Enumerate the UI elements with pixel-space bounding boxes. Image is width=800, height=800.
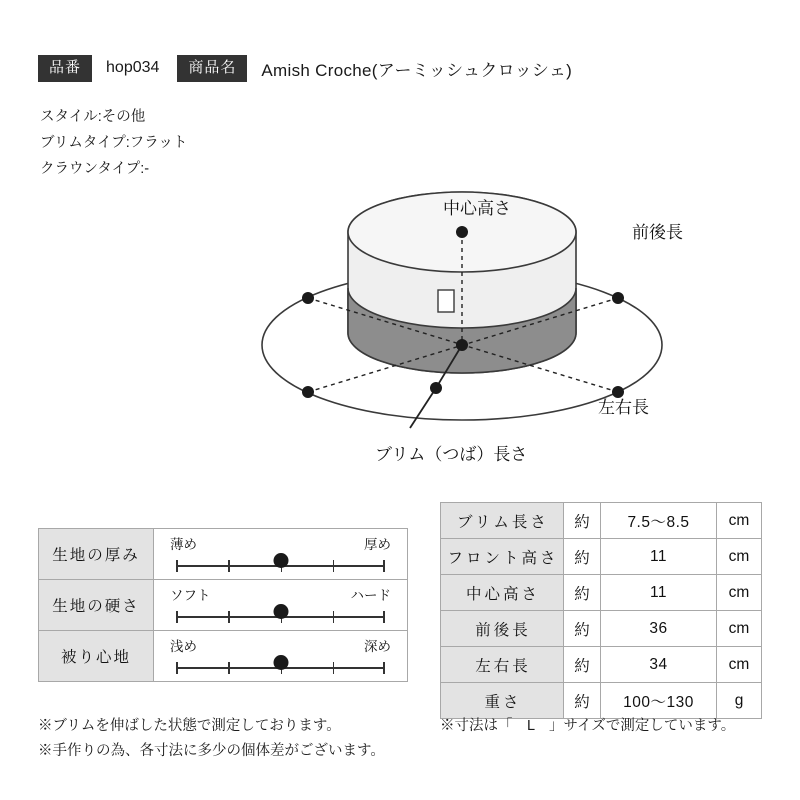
feel-scale-ends-thickness xyxy=(154,533,407,553)
feel-axis-tick xyxy=(176,560,178,572)
measurement-approx: 約 xyxy=(564,611,601,647)
measurement-unit: cm xyxy=(717,503,762,539)
feel-scale-ends-firmness xyxy=(154,584,407,604)
feel-left-end-fit: 浅め xyxy=(170,639,197,654)
band-buckle xyxy=(438,290,454,312)
measurement-value: 36 xyxy=(601,611,717,647)
feel-axis-tick xyxy=(383,560,385,572)
measurement-approx: 約 xyxy=(564,575,601,611)
feel-dot-firmness xyxy=(273,604,288,619)
measurement-value: 100〜130 xyxy=(601,683,717,719)
hat-diagram xyxy=(200,170,760,480)
feel-axis-tick xyxy=(228,611,230,623)
measurement-name: ブリム長さ xyxy=(441,503,564,539)
measurement-approx: 約 xyxy=(564,539,601,575)
product-header xyxy=(38,54,590,82)
dot-front-back-left xyxy=(302,292,314,304)
measurement-unit: cm xyxy=(717,611,762,647)
measurement-value: 7.5〜8.5 xyxy=(601,503,717,539)
table-row xyxy=(441,575,762,611)
measurement-value: 11 xyxy=(601,575,717,611)
feel-right-end-fit: 深め xyxy=(364,639,391,654)
feel-label-fit: 被り心地 xyxy=(39,631,154,682)
measurement-unit: cm xyxy=(717,575,762,611)
feel-axis-tick xyxy=(176,662,178,674)
table-row xyxy=(441,611,762,647)
feel-axis-tick xyxy=(333,662,335,674)
measurement-value: 11 xyxy=(601,539,717,575)
spec-crown-type: クラウンタイプ:- xyxy=(40,161,150,177)
feel-table xyxy=(38,528,408,682)
feel-axis-tick xyxy=(383,662,385,674)
feel-axis-tick xyxy=(228,662,230,674)
label-left-right-length: 左右長 xyxy=(598,398,649,417)
note-brim-stretched: ※ブリムを伸ばした状態で測定しております。 xyxy=(38,718,341,734)
dot-center-bottom xyxy=(456,339,468,351)
dot-center-top xyxy=(456,226,468,238)
feel-axis-tick xyxy=(176,611,178,623)
measurement-unit: cm xyxy=(717,539,762,575)
measurement-unit: g xyxy=(717,683,762,719)
feel-scale-thickness xyxy=(154,529,408,580)
note-handmade-variance: ※手作りの為、各寸法に多少の個体差がございます。 xyxy=(38,743,385,759)
feel-scale-firmness xyxy=(154,580,408,631)
feel-row-firmness xyxy=(39,580,408,631)
feel-left-end-firmness: ソフト xyxy=(170,588,211,603)
measurement-table xyxy=(440,502,762,719)
feel-label-firmness: 生地の硬さ xyxy=(39,580,154,631)
feel-scale-fit xyxy=(154,631,408,682)
feel-row-thickness xyxy=(39,529,408,580)
feel-dot-fit xyxy=(273,655,288,670)
feel-dot-thickness xyxy=(273,553,288,568)
spec-brim-type: ブリムタイプ:フラット xyxy=(40,135,188,151)
notes-right xyxy=(440,714,735,735)
feel-left-end-thickness: 薄め xyxy=(170,537,197,552)
product-code-value: hop034 xyxy=(106,59,160,76)
measurement-value: 34 xyxy=(601,647,717,683)
table-row xyxy=(441,647,762,683)
feel-scale-ends-fit xyxy=(154,635,407,655)
label-center-height: 中心高さ xyxy=(443,199,511,218)
measurement-name: 前後長 xyxy=(441,611,564,647)
measurement-unit: cm xyxy=(717,647,762,683)
measurement-name: 中心高さ xyxy=(441,575,564,611)
feel-axis-tick xyxy=(333,560,335,572)
feel-label-thickness: 生地の厚み xyxy=(39,529,154,580)
notes-left xyxy=(38,714,385,764)
label-brim-length: ブリム（つば）長さ xyxy=(375,445,528,464)
product-code-label: 品番 xyxy=(38,55,92,82)
feel-row-fit xyxy=(39,631,408,682)
feel-axis-tick xyxy=(228,560,230,572)
product-name-label: 商品名 xyxy=(177,55,247,82)
note-size-measured: ※寸法は「 L 」サイズで測定しています。 xyxy=(440,718,736,734)
dot-left-right-left xyxy=(302,386,314,398)
spec-list xyxy=(40,104,187,182)
spec-style: スタイル:その他 xyxy=(40,109,146,125)
table-row xyxy=(441,503,762,539)
dot-brim xyxy=(430,382,442,394)
product-name-value: Amish Croche(アーミッシュクロッシェ) xyxy=(261,60,573,80)
feel-axis-tick xyxy=(383,611,385,623)
feel-right-end-thickness: 厚め xyxy=(364,537,391,552)
table-row xyxy=(441,539,762,575)
feel-axis-tick xyxy=(333,611,335,623)
measurement-name: 左右長 xyxy=(441,647,564,683)
measurement-name: 重さ xyxy=(441,683,564,719)
measurement-approx: 約 xyxy=(564,503,601,539)
feel-right-end-firmness: ハード xyxy=(350,588,391,603)
label-front-back-length: 前後長 xyxy=(632,223,683,242)
measurement-name: フロント高さ xyxy=(441,539,564,575)
measurement-approx: 約 xyxy=(564,683,601,719)
dot-left-right-right xyxy=(612,292,624,304)
measurement-approx: 約 xyxy=(564,647,601,683)
